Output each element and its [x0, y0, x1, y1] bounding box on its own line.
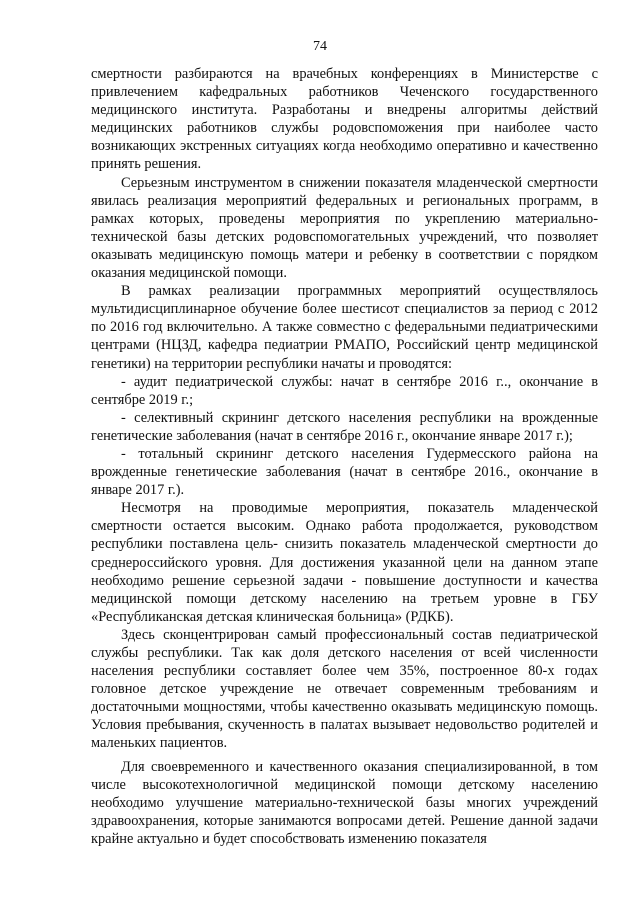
list-item-selective-screening: - селективный скрининг детского населения республики на врожденные генетические заболевания (начат в сентябре 2016 г., окончание январе 2017 г.);: [91, 409, 598, 444]
paragraph-pediatric-service: Здесь сконцентрирован самый профессиональный состав педиатрической службы республики. Так как доля детского населения от всей численности населения республики составляет более чем 35%, построенное 80-х годах головное детское учреждение не отвечает современным требованиям и достаточными мощностями, чтобы качественно оказывать медицинскую помощь. Условия пребывания, скученность в палатах вызывает недовольство родителей и маленьких пациентов.: [91, 626, 598, 752]
paragraph-training: В рамках реализации программных мероприятий осуществлялось мультидисциплинарное обучение более шестисот специалистов за период с 2012 по 2016 год включительно. А также совместно с федеральными педиатрическими центрами (НЦЗД, кафедра педиатрии РМАПО, Российский центр медицинской генетики) на территории республики начаты и проводятся:: [91, 283, 598, 372]
list-item-total-screening: - тотальный скрининг детского населения Гудермесского района на врожденные генетические заболевания (начат в сентябре 2016., окончание в январе 2017 г.).: [91, 445, 598, 499]
paragraph-programs: Серьезным инструментом в снижении показателя младенческой смертности явилась реализация мероприятий федеральных и региональных программ, в рамках которых, проведены мероприятия по укреплению материально-технической базы детских родовспомогательных учреждений, что позволяет оказывать медицинскую помощь матери и ребенку в соответствии с порядком оказания медицинской помощи.: [91, 174, 598, 282]
paragraph-continuation: смертности разбираются на врачебных конференциях в Министерстве с привлечением кафедральных работников Чеченского государственного медицинского института. Разработаны и внедрены алгоритмы действий медицинских работников службы родовспоможения при наиболее часто возникающих экстренных ситуациях когда необходимо оперативно и качественно принять решения.: [91, 66, 598, 173]
body-text: [91, 65, 598, 848]
list-item-audit: - аудит педиатрической службы: начат в сентябре 2016 г.., окончание в сентябре 2019 г.;: [91, 373, 598, 408]
page-number: 74: [313, 39, 327, 54]
paragraph-infant-mortality: Несмотря на проводимые мероприятия, показатель младенческой смертности остается высоким. Однако работа продолжается, руководством республики поставлена цель- снизить показатель младенческой смертности до среднероссийского уровня. Для достижения указанной цели на данном этапе необходимо решение серьезной задачи - повышение доступности и качества медицинской помощи детскому населению на третьем уровне в ГБУ «Республиканская детская клиническая больница» (РДКБ).: [91, 500, 598, 625]
paragraph-infrastructure: Для своевременного и качественного оказания специализированной, в том числе высокотехнологичной медицинской помощи детскому населению необходимо улучшение материально-технической базы многих учреждений здравоохранения, которые занимаются вопросами детей. Решение данной задачи крайне актуально и будет способствовать изменению показателя: [91, 758, 598, 847]
